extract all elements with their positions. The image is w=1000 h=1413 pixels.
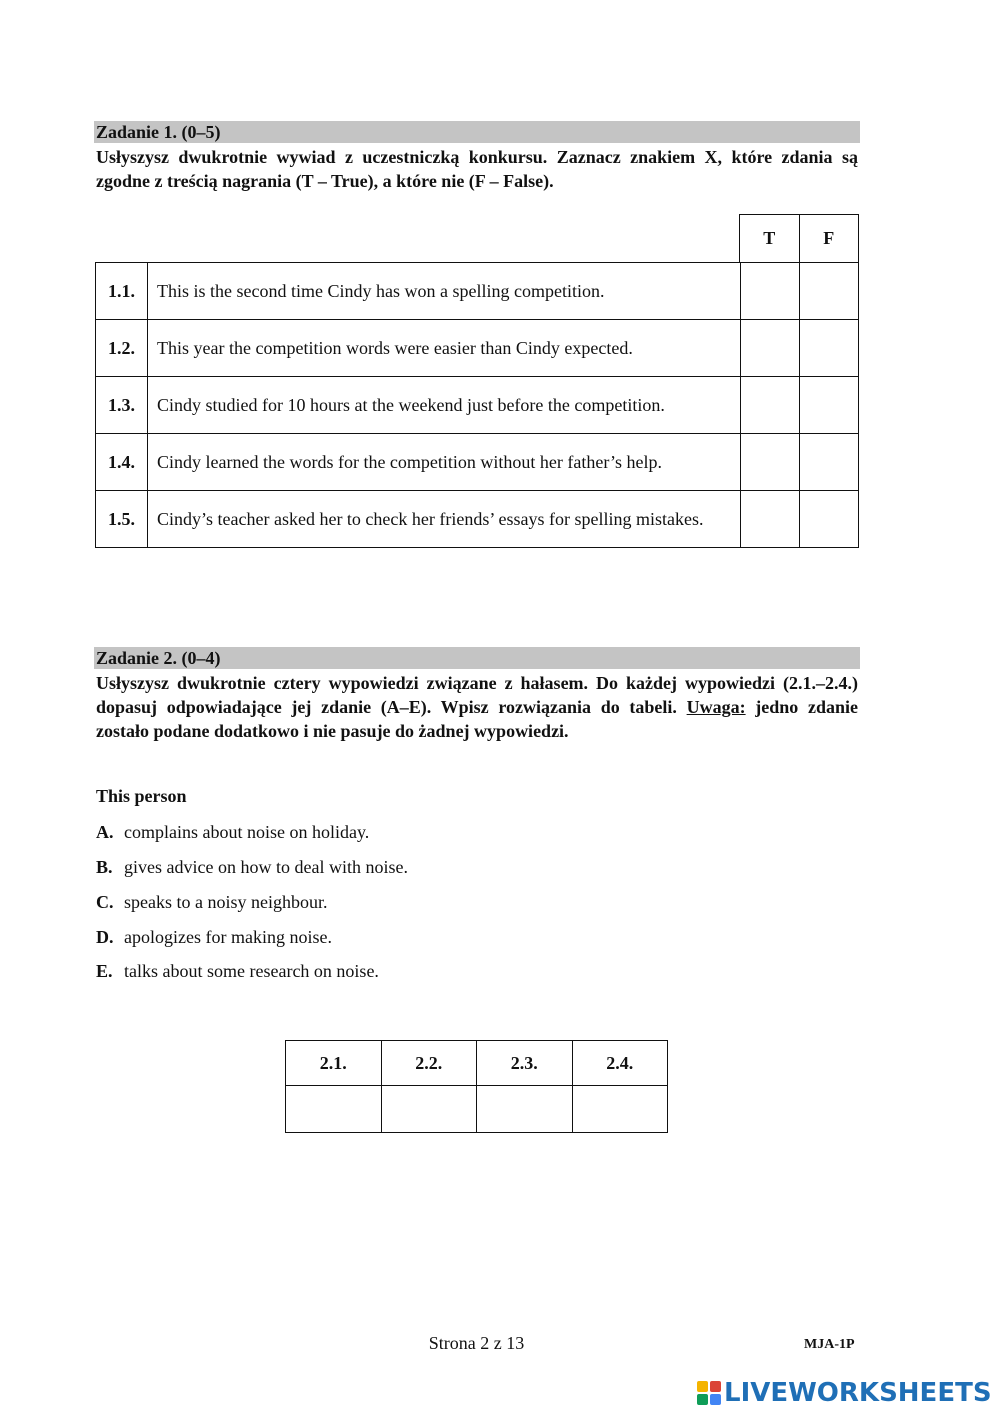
statement-text: Cindy studied for 10 hours at the weekend just before the competition.: [148, 377, 741, 434]
logo-square-blue: [710, 1394, 721, 1405]
list-item: [96, 926, 332, 948]
option-text: complains about noise on holiday.: [124, 822, 370, 842]
exam-code: MJA-1P: [804, 1337, 855, 1352]
answer-column-label: 2.3.: [477, 1041, 573, 1086]
false-column-label: F: [823, 228, 835, 248]
answer-box-2-3[interactable]: [477, 1086, 573, 1133]
true-answer-box[interactable]: [741, 320, 800, 377]
answer-column-label: 2.1.: [286, 1041, 382, 1086]
answer-box-2-1[interactable]: [286, 1086, 382, 1133]
true-column-label: T: [740, 215, 800, 262]
list-item: [96, 891, 327, 913]
statement-number: 1.3.: [96, 377, 148, 434]
list-heading: This person: [96, 786, 187, 806]
statement-text: Cindy’s teacher asked her to check her friends’ essays for spelling mistakes.: [148, 491, 741, 548]
table-row: [96, 263, 859, 320]
logo-square-green: [697, 1394, 708, 1405]
list-item: [96, 856, 408, 878]
list-item: [96, 960, 379, 982]
task1-header: Zadanie 1. (0–5): [94, 121, 860, 143]
false-answer-box[interactable]: [800, 320, 859, 377]
true-false-header: [739, 214, 859, 262]
answer-column-label: 2.4.: [572, 1041, 668, 1086]
task2-instruction: [96, 671, 858, 743]
task2-header: Zadanie 2. (0–4): [94, 647, 860, 669]
list-item: [96, 821, 369, 843]
logo-square-yellow: [697, 1381, 708, 1392]
true-answer-box[interactable]: [741, 377, 800, 434]
option-text: gives advice on how to deal with noise.: [124, 857, 408, 877]
option-letter: E.: [96, 961, 113, 981]
page-number: Strona 2 z 13: [428, 1333, 525, 1353]
brand-logo: [697, 1378, 992, 1408]
task2-instruction-text: Usłyszysz dwukrotnie cztery wypowiedzi związane z hałasem. Do każdej wypowiedzi (2.1.–2.4.) dopasuj odpowiadające jej zdanie (A–E). Wpisz rozwiązania do tabeli.: [96, 673, 858, 717]
answer-column-label: 2.2.: [381, 1041, 477, 1086]
table-row: [96, 491, 859, 548]
true-answer-box[interactable]: [741, 263, 800, 320]
option-text: talks about some research on noise.: [124, 961, 379, 981]
statement-text: This is the second time Cindy has won a spelling competition.: [148, 263, 741, 320]
table-row: [96, 377, 859, 434]
statement-text: Cindy learned the words for the competition without her father’s help.: [148, 434, 741, 491]
liveworksheets-logo-icon: [697, 1381, 721, 1405]
table-row: [286, 1086, 668, 1133]
table-row: [96, 434, 859, 491]
true-answer-box[interactable]: [741, 434, 800, 491]
statement-number: 1.2.: [96, 320, 148, 377]
table-row: [286, 1041, 668, 1086]
statement-number: 1.1.: [96, 263, 148, 320]
option-letter: A.: [96, 822, 114, 842]
false-answer-box[interactable]: [800, 377, 859, 434]
statement-text: This year the competition words were easier than Cindy expected.: [148, 320, 741, 377]
statement-number: 1.5.: [96, 491, 148, 548]
option-text: speaks to a noisy neighbour.: [124, 892, 328, 912]
task1-instruction: Usłyszysz dwukrotnie wywiad z uczestniczką konkursu. Zaznacz znakiem X, które zdania są zgodne z treścią nagrania (T – True), a które nie (F – False).: [96, 147, 858, 191]
statement-number: 1.4.: [96, 434, 148, 491]
brand-name: LIVEWORKSHEETS: [724, 1378, 992, 1408]
option-letter: B.: [96, 857, 113, 877]
false-answer-box[interactable]: [800, 263, 859, 320]
option-text: apologizes for making noise.: [124, 927, 332, 947]
false-answer-box[interactable]: [800, 434, 859, 491]
note-label: Uwaga:: [686, 697, 746, 717]
option-letter: C.: [96, 892, 114, 912]
task2-answer-table: [285, 1040, 668, 1133]
table-row: [96, 320, 859, 377]
answer-box-2-4[interactable]: [572, 1086, 668, 1133]
task1-table: [95, 262, 859, 548]
true-answer-box[interactable]: [741, 491, 800, 548]
note-text: jedno zdanie zostało podane dodatkowo i nie pasuje do żadnej wypowiedzi.: [96, 697, 859, 741]
false-answer-box[interactable]: [800, 491, 859, 548]
option-letter: D.: [96, 927, 114, 947]
answer-box-2-2[interactable]: [381, 1086, 477, 1133]
logo-square-red: [710, 1381, 721, 1392]
